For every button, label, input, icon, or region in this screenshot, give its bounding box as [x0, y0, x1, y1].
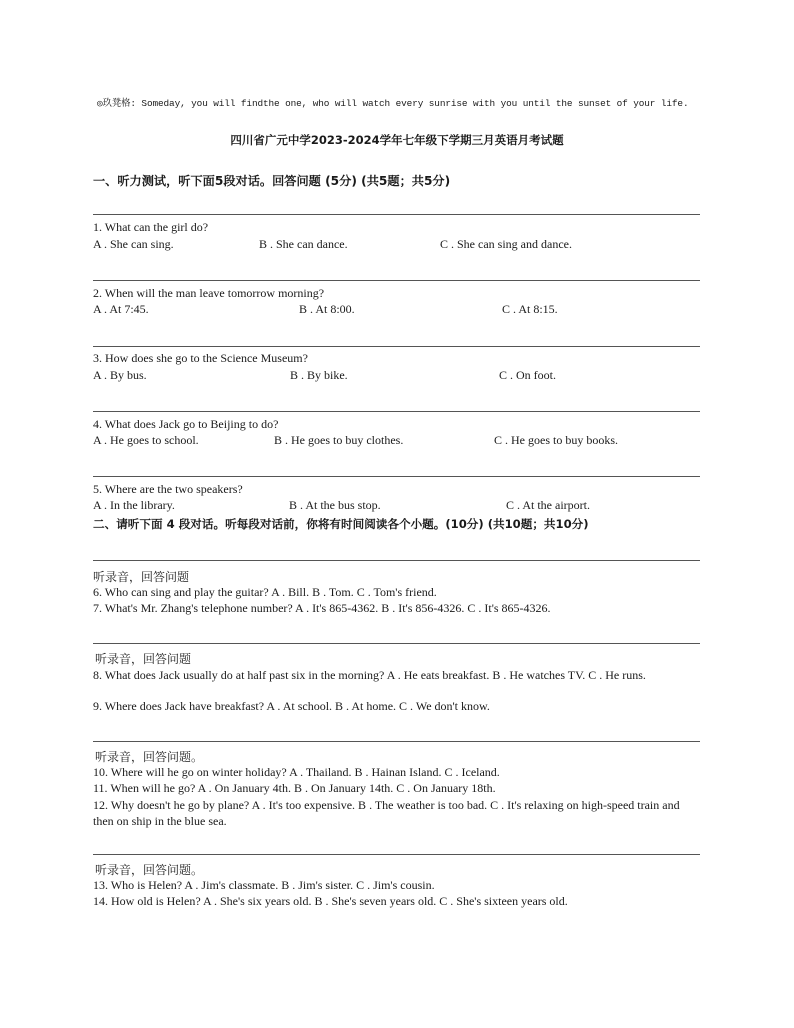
divider: [93, 560, 700, 561]
question-4-option-b: B . He goes to buy clothes.: [274, 433, 404, 447]
question-2-option-c: C . At 8:15.: [502, 302, 558, 316]
page-title: 四川省广元中学2023-2024学年七年级下学期三月英语月考试题: [230, 133, 564, 147]
question-3-option-a: A . By bus.: [93, 368, 147, 382]
section1-heading: 一、听力测试，听下面5段对话。回答问题 (5分) (共5题；共5分): [93, 174, 451, 188]
question-1-option-c: C . She can sing and dance.: [440, 237, 572, 251]
question-1-option-a: A . She can sing.: [93, 237, 174, 251]
group-1-label: 听录音，回答问题: [93, 570, 190, 584]
question-4-option-a: A . He goes to school.: [93, 433, 199, 447]
question-3-stem: 3. How does she go to the Science Museum?: [93, 351, 308, 365]
divider: [93, 280, 700, 281]
question-1-option-b: B . She can dance.: [259, 237, 348, 251]
divider: [93, 476, 700, 477]
question-5-option-b: B . At the bus stop.: [289, 498, 381, 512]
question-4-stem: 4. What does Jack go to Beijing to do?: [93, 417, 279, 431]
divider: [93, 643, 700, 644]
question-2-option-a: A . At 7:45.: [93, 302, 149, 316]
question-1-stem: 1. What can the girl do?: [93, 220, 209, 234]
question-3-option-b: B . By bike.: [290, 368, 348, 382]
divider: [93, 854, 700, 855]
question-2-option-b: B . At 8:00.: [299, 302, 355, 316]
header-motto: ◎玖凳格: Someday, you will findthe one, who will watch every sunrise with you until the sunset of your life.: [97, 98, 689, 109]
question-8: 8. What does Jack usually do at half past six in the morning? A . He eats breakfast. B . He watches TV. C . He runs.: [93, 668, 646, 682]
divider: [93, 214, 700, 215]
divider: [93, 346, 700, 347]
section2-heading: 二、请听下面 4 段对话。听每段对话前，你将有时间阅读各个小题。(10分) (共10题；共10分): [93, 517, 589, 531]
divider: [93, 741, 700, 742]
question-10: 10. Where will he go on winter holiday? A . Thailand. B . Hainan Island. C . Iceland.: [93, 765, 500, 779]
question-13: 13. Who is Helen? A . Jim's classmate. B . Jim's sister. C . Jim's cousin.: [93, 878, 435, 892]
question-7: 7. What's Mr. Zhang's telephone number? A . It's 865-4362. B . It's 856-4326. C . It's 865-4326.: [93, 601, 551, 615]
question-11: 11. When will he go? A . On January 4th. B . On January 14th. C . On January 18th.: [93, 781, 496, 795]
question-9: 9. Where does Jack have breakfast? A . At school. B . At home. C . We don't know.: [93, 699, 490, 713]
question-4-option-c: C . He goes to buy books.: [494, 433, 618, 447]
group-3-label: 听录音，回答问题。: [95, 750, 204, 764]
question-3-option-c: C . On foot.: [499, 368, 556, 382]
question-2-stem: 2. When will the man leave tomorrow morning?: [93, 286, 325, 300]
question-5-option-c: C . At the airport.: [506, 498, 590, 512]
question-5-stem: 5. Where are the two speakers?: [93, 482, 243, 496]
question-6: 6. Who can sing and play the guitar? A . Bill. B . Tom. C . Tom's friend.: [93, 585, 437, 599]
question-5-option-a: A . In the library.: [93, 498, 175, 512]
group-2-label: 听录音，回答问题: [95, 652, 192, 666]
question-12: 12. Why doesn't he go by plane? A . It's too expensive. B . The weather is too bad. C . It's relaxing on high-speed train and then on ship in the blue sea.: [93, 798, 680, 828]
group-4-label: 听录音，回答问题。: [95, 863, 204, 877]
question-14: 14. How old is Helen? A . She's six years old. B . She's seven years old. C . She's sixteen years old.: [93, 894, 568, 908]
divider: [93, 411, 700, 412]
